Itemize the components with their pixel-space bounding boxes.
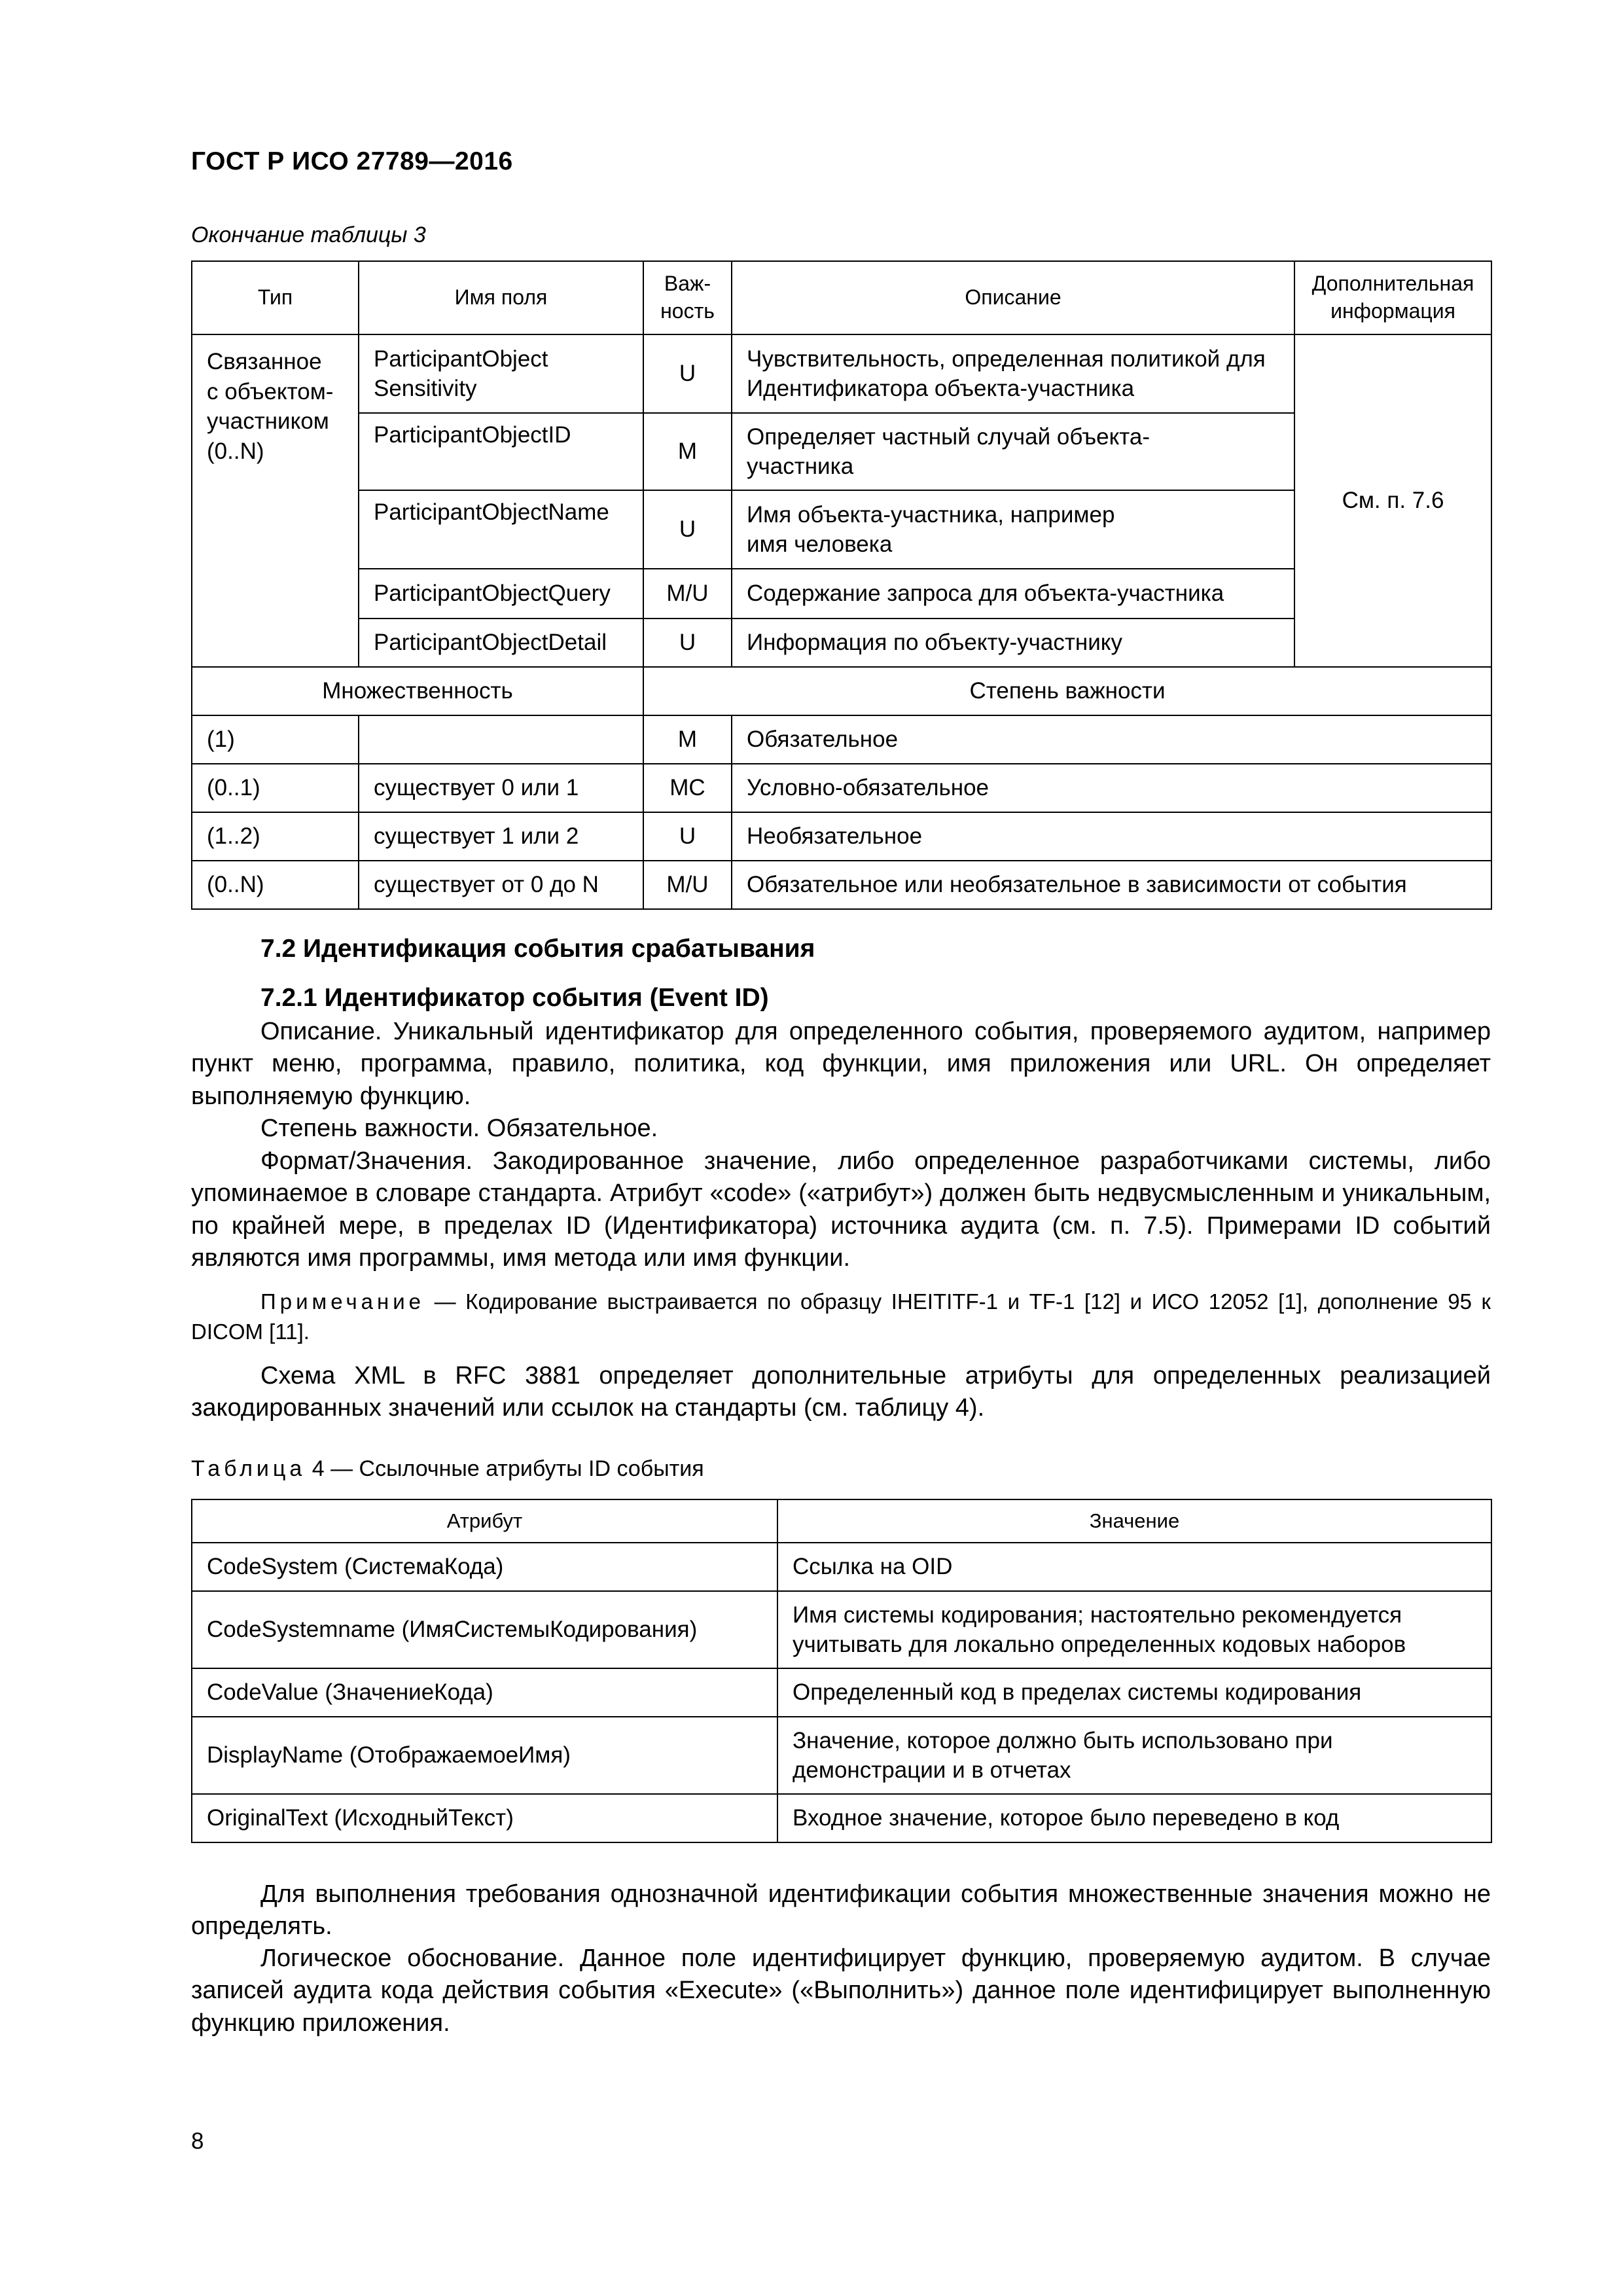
attribute-cell: CodeValue (ЗначениеКода): [192, 1668, 777, 1717]
legend-row: [192, 861, 1491, 909]
table-row: [192, 334, 1491, 413]
xml-text: Схема XML в RFC 3881 определяет дополнительные атрибуты для определенных реализацией закодированных значений или ссылок на стандарты (см. таблицу 4).: [191, 1362, 1491, 1422]
value-cell: Имя системы кодирования; настоятельно рекомендуется учитывать для локально определенных кодовых наборов: [777, 1591, 1491, 1668]
importance-cell: M/U: [643, 569, 732, 619]
closing-text-2: Логическое обоснование. Данное поле идентифицирует функцию, проверяемую аудитом. В случае записей аудита кода действия события «Execute» («Выполнить») данное поле идентифицирует выполненную функцию приложения.: [191, 1945, 1491, 2037]
importance-code-cell: U: [643, 812, 732, 861]
value-cell: Входное значение, которое было переведено в код: [777, 1794, 1491, 1842]
table-row: [192, 1668, 1491, 1717]
section-7-2-heading: 7.2 Идентификация события срабатывания: [260, 935, 815, 963]
legend-row: [192, 715, 1491, 764]
value-cell: Значение, которое должно быть использовано при демонстрации и в отчетах: [777, 1717, 1491, 1794]
description-text: Описание. Уникальный идентификатор для определенного события, проверяемого аудитом, например пункт меню, программа, правило, политика, код функции, имя приложения или URL. Он определяет выполняемую функцию.: [191, 1018, 1491, 1110]
multiplicity-desc-cell: существует 1 или 2: [359, 812, 643, 861]
document-header: ГОСТ Р ИСО 27789—2016: [191, 147, 513, 175]
multiplicity-cell: (0..1): [192, 764, 359, 812]
description-cell: Определяет частный случай объекта- участника: [732, 413, 1294, 490]
description-cell: Имя объекта-участника, например имя человека: [732, 490, 1294, 569]
table-4-caption-label: Таблица: [191, 1456, 306, 1481]
table-continuation-label: Окончание таблицы 3: [191, 223, 426, 247]
table-4: [191, 1499, 1492, 1843]
section-7-2-1-heading: 7.2.1 Идентификатор события (Event ID): [260, 984, 769, 1012]
field-name-cell: ParticipantObjectDetail: [359, 619, 643, 667]
field-name-cell: ParticipantObject Sensitivity: [359, 334, 643, 413]
table-row: [192, 1717, 1491, 1794]
closing-paragraph-1: [191, 1878, 1491, 1943]
importance-desc-cell: Обязательное или необязательное в зависимости от события: [732, 861, 1491, 909]
value-cell: Ссылка на OID: [777, 1543, 1491, 1591]
legend-row: [192, 812, 1491, 861]
importance-cell: U: [643, 334, 732, 413]
group-type-cell: Связанное с объектом- участником (0..N): [192, 334, 359, 667]
format-text: Формат/Значения. Закодированное значение, либо определенное разработчиками системы, либо упоминаемое в словаре стандарта. Атрибут «code» («атрибут») должен быть недвусмысленным и уникальным, по крайней мере, в пределах ID (Идентификатора) источника аудита (см. п. 7.5). Примерами ID событий являются имя программы, имя метода или имя функции.: [191, 1147, 1491, 1272]
note-paragraph: [191, 1287, 1491, 1347]
col-header-type: Тип: [192, 261, 359, 334]
table-4-caption: [191, 1456, 704, 1482]
attribute-cell: CodeSystemname (ИмяСистемыКодирования): [192, 1591, 777, 1668]
field-name-cell: ParticipantObjectID: [359, 413, 643, 490]
note-label: Примечание: [260, 1289, 425, 1314]
attribute-cell: OriginalText (ИсходныйТекст): [192, 1794, 777, 1842]
description-cell: Информация по объекту-участнику: [732, 619, 1294, 667]
importance-code-cell: M/U: [643, 861, 732, 909]
format-paragraph: [191, 1145, 1491, 1275]
attribute-cell: DisplayName (ОтображаемоеИмя): [192, 1717, 777, 1794]
importance-degree-header: Степень важности: [643, 667, 1491, 715]
multiplicity-cell: (1): [192, 715, 359, 764]
multiplicity-cell: (1..2): [192, 812, 359, 861]
col-header-field-name: Имя поля: [359, 261, 643, 334]
multiplicity-desc-cell: [359, 715, 643, 764]
importance-cell: U: [643, 490, 732, 569]
col-header-attribute: Атрибут: [192, 1499, 777, 1543]
field-name-cell: ParticipantObjectName: [359, 490, 643, 569]
importance-cell: U: [643, 619, 732, 667]
note-text: — Кодирование выстраивается по образцу IHEITITF-1 и TF-1 [12] и ИСО 12052 [1], дополнение 95 к DICOM [11].: [191, 1289, 1491, 1344]
importance-cell: M: [643, 413, 732, 490]
table-row: [192, 1543, 1491, 1591]
xml-paragraph: [191, 1360, 1491, 1425]
value-cell: Определенный код в пределах системы кодирования: [777, 1668, 1491, 1717]
importance-desc-cell: Условно-обязательное: [732, 764, 1491, 812]
page-number: 8: [191, 2128, 204, 2154]
multiplicity-header: Множественность: [192, 667, 643, 715]
table-4-caption-text: 4 — Ссылочные атрибуты ID события: [306, 1456, 704, 1481]
table-row: [192, 1794, 1491, 1842]
description-paragraph: [191, 1016, 1491, 1113]
col-header-importance: Важ- ность: [643, 261, 732, 334]
importance-code-cell: M: [643, 715, 732, 764]
importance-desc-cell: Обязательное: [732, 715, 1491, 764]
multiplicity-desc-cell: существует 0 или 1: [359, 764, 643, 812]
multiplicity-desc-cell: существует от 0 до N: [359, 861, 643, 909]
importance-paragraph: Степень важности. Обязательное.: [260, 1115, 658, 1142]
table-3: [191, 260, 1492, 910]
table-row: [192, 1591, 1491, 1668]
multiplicity-cell: (0..N): [192, 861, 359, 909]
additional-info-cell: См. п. 7.6: [1294, 334, 1491, 667]
col-header-value: Значение: [777, 1499, 1491, 1543]
closing-paragraph-2: [191, 1943, 1491, 2039]
col-header-description: Описание: [732, 261, 1294, 334]
description-cell: Чувствительность, определенная политикой для Идентификатора объекта-участника: [732, 334, 1294, 413]
col-header-additional-info: Дополнительная информация: [1294, 261, 1491, 334]
description-cell: Содержание запроса для объекта-участника: [732, 569, 1294, 619]
closing-text-1: Для выполнения требования однозначной идентификации события множественные значения можно не определять.: [191, 1880, 1491, 1941]
field-name-cell: ParticipantObjectQuery: [359, 569, 643, 619]
importance-code-cell: MC: [643, 764, 732, 812]
attribute-cell: CodeSystem (СистемаКода): [192, 1543, 777, 1591]
legend-row: [192, 764, 1491, 812]
importance-desc-cell: Необязательное: [732, 812, 1491, 861]
